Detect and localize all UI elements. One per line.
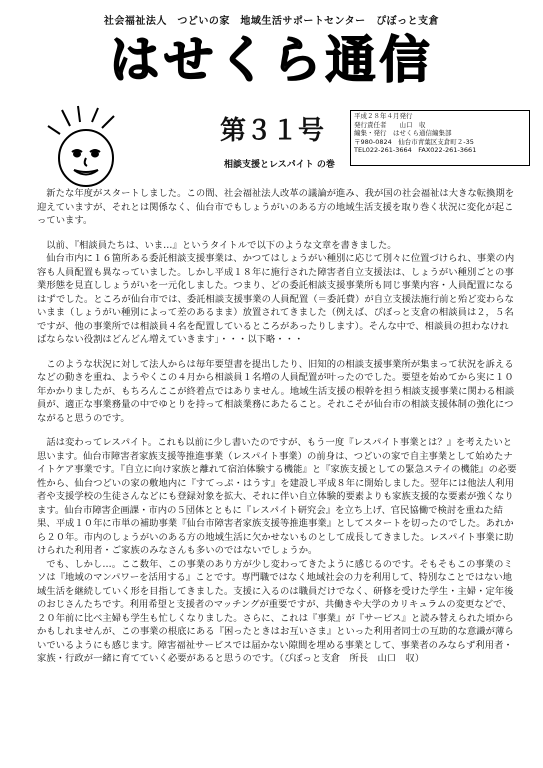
article-paragraph: 以前、『相談員たちは、いま…』というタイトルで以下のような文章を書きました。 — [46, 239, 397, 251]
issue-number: 第３１号 — [220, 116, 325, 146]
publication-info-box — [350, 110, 530, 166]
issue-subtitle: 相談支援とレスパイト の巻 — [224, 160, 335, 170]
article-paragraph: このような状況に対して法人からは毎年要望書を提出したり、旧知的の相談支援事業所が集まって状況を訴えるなどの動きを重ね、ようやくこの４月から相談員１名増の人員配置が叶ったのでした。要望を始めてから実に１０年かかりましたが、もちろんここが終着点ではありません。地域生活支援の根幹を担う相談支援事業に関わる相談員が、適正な事業務量の中でゆとりを持って相談業務にあたること。それこそが仙台市の相談支援体制の強化につながると思うのです。 — [37, 358, 515, 424]
info-line: 平成２８年４月発行 — [354, 112, 413, 120]
article-body — [37, 187, 517, 666]
smiling-face-doodle-icon — [40, 104, 140, 190]
info-line: 〒980-0824 仙台市青葉区支倉町２-35 — [354, 137, 474, 146]
info-line: 発行責任者 山口 収 — [354, 120, 426, 129]
article-paragraph: 仙台市内に１６箇所ある委託相談支援事業は、かつてはしょうがい種別に応じて別々に位置づけられ、事業の内容も人員配置も異なっていました。しかし平成１８年に施行された障害者自立支援法は、しょうがい種別ごとの事業形態を見直ししょうがいを一元化しました。つまり、どの委託相談支援事業所も同じ事業内容・人員配置になるはずでした。ところが仙台市では、委託相談支援事業の人員配置（＝委託費）が自立支援法施行前と殆ど変わらないまま（しょうがい種別によって差のあるまま）放置されてきました（例えば、ぴぼっと支倉の相談員は２，５名ですが、他の事業所では相談員４名を配置しているところがあったりします）。そんな中で、相談員の担わなければならない役割はどんどん増えていきます」・・・以下略・・・ — [37, 253, 515, 345]
article-paragraph: でも、しかし…。ここ数年、この事業のあり方が少し変わってきたように感じるのです。そもそもこの事業のミソは『地域のマンパワーを活用する』ことです。専門職ではなく地域社会の力を利用して、特別なことではない地域生活を継続していく形を目指してきました。支援に入るのは職員だけでなく、研修を受けた学生・主婦・定年後のおじさんたちです。利用希望と支援者のマッチングが重要ですが、共働きや大学のカリキュラムの変更などで、２０年前に比べ主婦も学生も忙しくなりました。さらに、これは『事業』が『サービス』と読み替えられた頃からかもしれませんが、この事業の根底にある『困ったときはお互いさま』といった利用者同士の互助的な意識が薄らいでいるようにも感じます。障害福祉サービスでは届かない隙間を埋める事業として、事業者のみならず利用者・家族・行政が一緒に育てていく必要があると思うのです。（ぴぼっと支倉 所長 山口 収） — [37, 558, 514, 664]
article-paragraph: 話は変わってレスパイト。これも以前に少し書いたのですが、もう一度『レスパイト事業とは？』を考えたいと思います。仙台市障害者家族支援等推進事業（レスパイト事業）の前身は、つどいの家で自主事業として始めたナイトケア事業です。『自立に向け家族と離れて宿泊体験する機能』と『家族支援としての緊急ステイの機能』の必要性から、仙台つどいの家の敷地内に『すてっぷ・はうす』を建設し平成８年に開始しました。翌年には他法人利用者や支援学校の生徒さんなどにも登録対象を拡大、それに伴い自立体験的要素よりも家族支援的な要素が強くなります。仙台市障害企画課・市内の５団体とともに『レスパイト研究会』を立ち上げ、官民協働で検討を重ねた結果、平成１０年に市単の補助事業『仙台市障害者家族支援等推進事業』としてスタートを切ったのでした。あれから２０年。市内のしょうがいのある方の地域生活に欠かせないものとして成長してきました。レスパイト事業に助けられた利用者・ご家族のみなさんも多いのではないでしょうか。 — [37, 437, 517, 556]
article-paragraph: 新たな年度がスタートしました。この間、社会福祉法人改革の議論が進み、我が国の社会福祉は大きな転換期を迎えていますが、それとは関係なく、仙台市でもしょうがいのある方の地域生活支援を取り巻く状況に変化が起こっています。 — [37, 188, 515, 226]
info-line: TEL022-261-3664 FAX022-261-3661 — [354, 146, 477, 155]
info-line: 編集・発行 はせくら通信編集部 — [354, 129, 452, 138]
organization-name: 社会福祉法人 つどいの家 地域生活サポートセンター ぴぼっと支倉 — [103, 16, 440, 27]
newsletter-title: はせくら通信 — [109, 31, 434, 89]
